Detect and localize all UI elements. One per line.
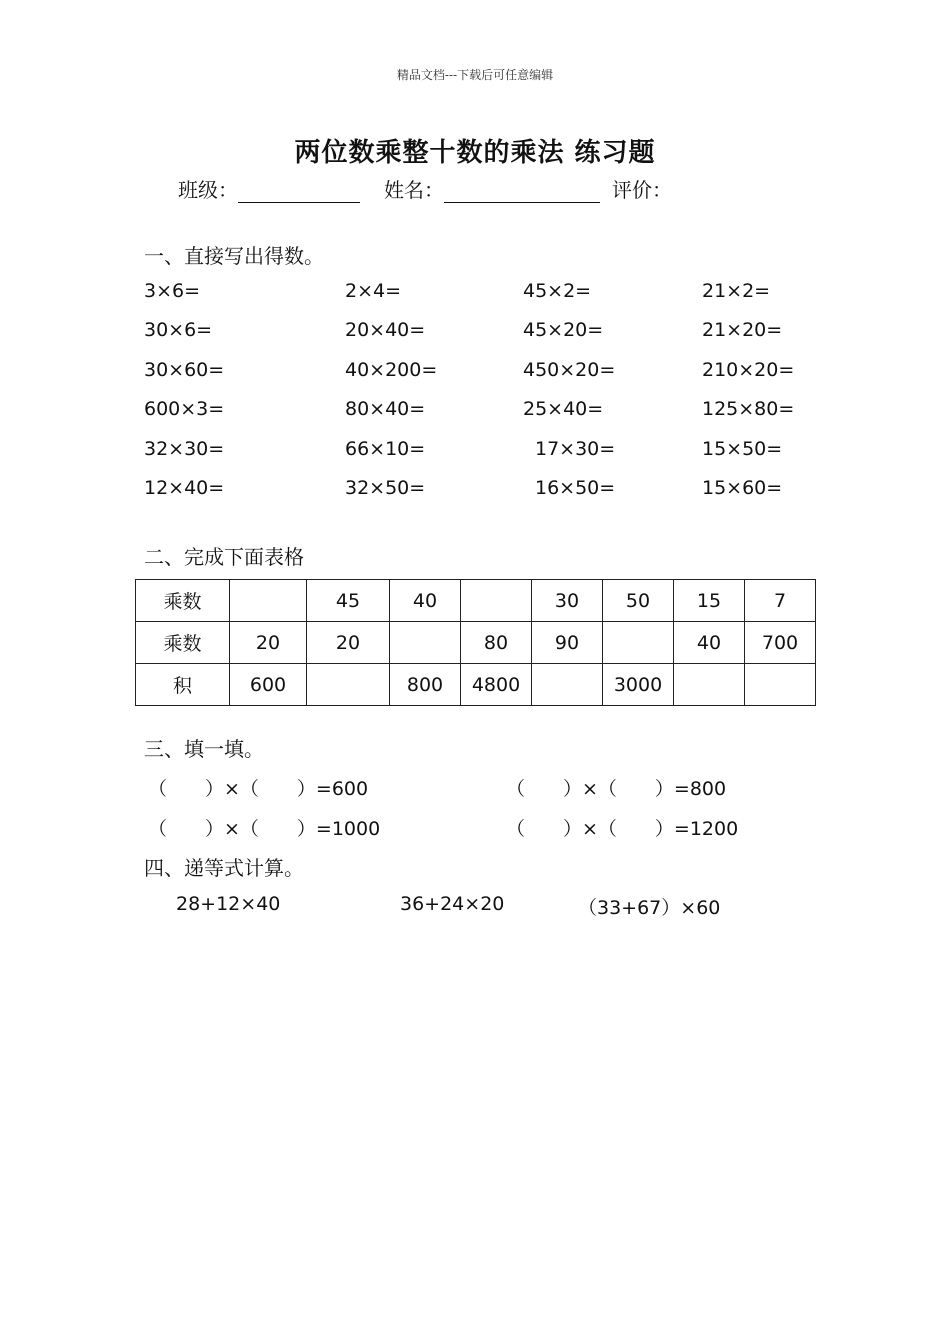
page-title: 两位数乘整十数的乘法 练习题 [294,138,656,168]
table-cell: 700 [745,622,816,664]
fill-in-item[interactable]: （ ）×（ ）=1000 [148,818,381,840]
calc-item: 210×20= [702,359,795,381]
expression-item: 36+24×20 [400,893,505,915]
calc-item: 25×40= [523,398,604,420]
table-cell: 40 [674,622,745,664]
table-cell: 15 [674,580,745,622]
calc-item: 17×30= [535,438,616,460]
expression-item: 28+12×40 [176,893,281,915]
table-cell: 乘数 [136,580,230,622]
calc-item: 45×2= [523,280,592,302]
table-row [136,580,816,622]
expression-item: （33+67）×60 [578,897,721,919]
table-cell: 4800 [461,664,532,706]
table-cell[interactable] [532,664,603,706]
table-cell[interactable] [230,580,307,622]
section1-heading: 一、直接写出得数。 [144,244,324,268]
name-label: 姓名： [384,178,444,202]
table-cell: 20 [307,622,390,664]
page-header: 精品文档---下载后可任意编辑 [396,68,554,82]
table-cell[interactable] [674,664,745,706]
calc-item: 450×20= [523,359,616,381]
table-cell[interactable] [390,622,461,664]
calc-item: 12×40= [144,477,225,499]
table-cell: 50 [603,580,674,622]
calc-item: 30×6= [144,319,213,341]
class-label: 班级： [178,178,238,202]
calc-item: 45×20= [523,319,604,341]
table-cell: 20 [230,622,307,664]
fill-in-item[interactable]: （ ）×（ ）=1200 [506,818,739,840]
table-cell: 积 [136,664,230,706]
fill-in-item[interactable]: （ ）×（ ）=600 [148,778,369,800]
calc-item: 30×60= [144,359,225,381]
calc-item: 21×20= [702,319,783,341]
calc-item: 21×2= [702,280,771,302]
calc-item: 16×50= [535,477,616,499]
section3-heading: 三、填一填。 [144,737,264,761]
table-cell: 7 [745,580,816,622]
table-cell[interactable] [307,664,390,706]
student-info-line [178,174,672,203]
table-cell: 800 [390,664,461,706]
eval-label: 评价： [612,178,672,202]
table-cell[interactable] [603,622,674,664]
table-cell: 90 [532,622,603,664]
calc-item: 2×4= [345,280,402,302]
table-cell: 乘数 [136,622,230,664]
table-cell: 45 [307,580,390,622]
calc-item: 3×6= [144,280,201,302]
fill-in-item[interactable]: （ ）×（ ）=800 [506,778,727,800]
table-cell: 600 [230,664,307,706]
calc-item: 40×200= [345,359,438,381]
section2-heading: 二、完成下面表格 [144,545,304,569]
calc-item: 80×40= [345,398,426,420]
table-cell: 3000 [603,664,674,706]
class-blank[interactable] [238,180,360,203]
table-row [136,622,816,664]
calc-item: 15×50= [702,438,783,460]
table-cell[interactable] [745,664,816,706]
table-cell[interactable] [461,580,532,622]
calc-item: 32×50= [345,477,426,499]
table-cell: 40 [390,580,461,622]
section4-heading: 四、递等式计算。 [144,856,304,880]
table-row [136,664,816,706]
table-cell: 80 [461,622,532,664]
calc-item: 125×80= [702,398,795,420]
calc-item: 600×3= [144,398,225,420]
name-blank[interactable] [444,180,600,203]
multiplication-table [135,579,816,706]
calc-item: 66×10= [345,438,426,460]
calc-item: 15×60= [702,477,783,499]
calc-item: 32×30= [144,438,225,460]
table-cell: 30 [532,580,603,622]
calc-item: 20×40= [345,319,426,341]
